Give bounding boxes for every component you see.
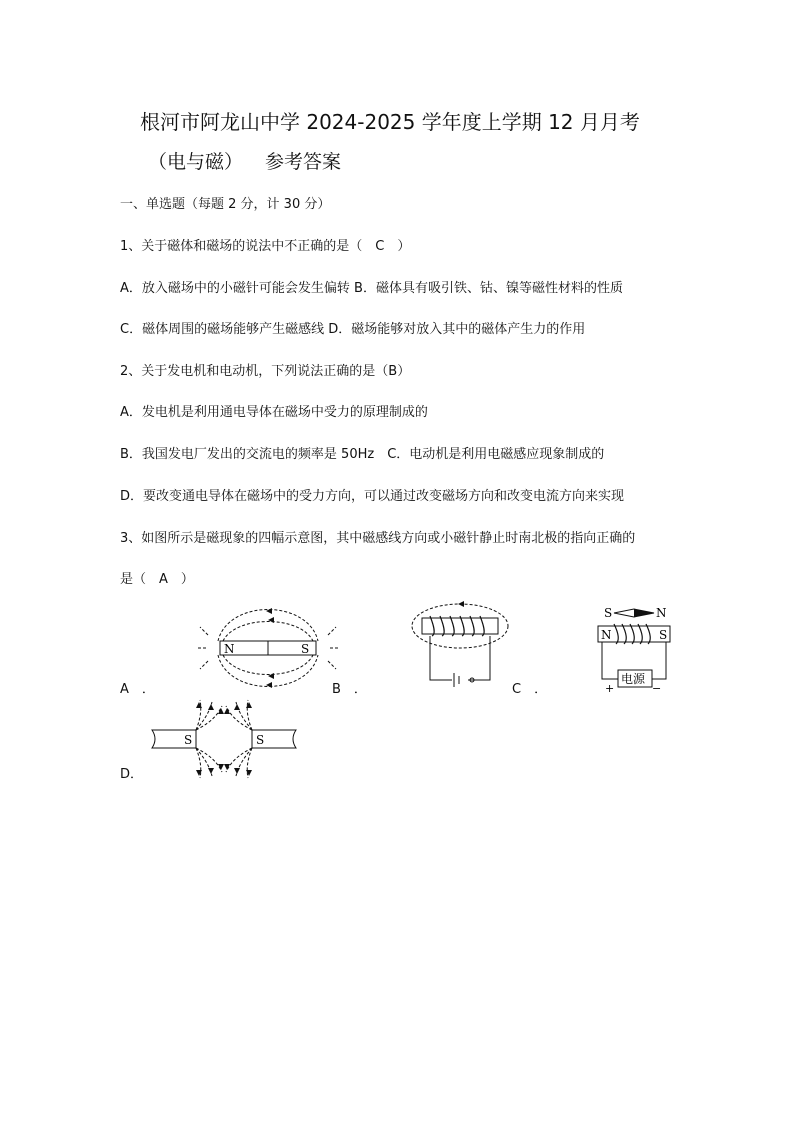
q1-options-cd: C．磁体周围的磁场能够产生磁感线 D．磁场能够对放入其中的磁体产生力的作用 — [120, 322, 586, 337]
q2-option-a: A．发电机是利用通电导体在磁场中受力的原理制成的 — [120, 405, 428, 420]
fig-c-needle-n: N — [656, 606, 667, 620]
q3-option-c-label: C ． — [512, 682, 548, 697]
figure-a-bar-magnet — [198, 605, 338, 691]
q1-stem: 1、关于磁体和磁场的说法中不正确的是（ C ） — [120, 239, 411, 254]
page-title: 根河市阿龙山中学 2024-2025 学年度上学期 12 月月考 — [140, 110, 640, 134]
q2-stem: 2、关于发电机和电动机，下列说法正确的是（B） — [120, 364, 411, 379]
section-heading: 一、单选题（每题 2 分，计 30 分） — [120, 197, 331, 212]
fig-c-power: 电源 — [621, 672, 646, 686]
figure-b-solenoid-circuit — [410, 600, 512, 692]
fig-a-pole-n: N — [224, 642, 235, 656]
subtitle-topic: （电与磁） — [148, 151, 244, 173]
fig-a-pole-s: S — [301, 642, 310, 656]
fig-d-right-pole: S — [256, 733, 265, 747]
q3-option-a-label: A ． — [120, 682, 155, 697]
fig-d-left-pole: S — [184, 733, 193, 747]
fig-c-coil-n: N — [601, 628, 612, 642]
subtitle-answers: 参考答案 — [265, 151, 342, 173]
q3-option-b-label: B ． — [332, 682, 367, 697]
figure-d-two-poles — [150, 698, 298, 780]
fig-c-coil-s: S — [659, 628, 668, 642]
q3-stem: 3、如图所示是磁现象的四幅示意图，其中磁感线方向或小磁针静止时南北极的指向正确的 — [120, 531, 636, 546]
page-subtitle — [148, 147, 341, 174]
fig-c-needle-s: S — [604, 606, 613, 620]
fig-c-minus: − — [652, 682, 662, 694]
q2-option-d: D．要改变通电导体在磁场中的受力方向，可以通过改变磁场方向和改变电流方向来实现 — [120, 489, 625, 504]
figure-c-electromagnet — [596, 604, 676, 694]
q3-stem-continued: 是（ A ） — [120, 572, 194, 587]
q2-options-bc: B．我国发电厂发出的交流电的频率是 50Hz C．电动机是利用电磁感应现象制成的 — [120, 447, 605, 462]
q1-options-ab: A．放入磁场中的小磁针可能会发生偏转 B．磁体具有吸引铁、钴、镍等磁性材料的性质 — [120, 281, 623, 296]
fig-c-plus: + — [605, 682, 615, 694]
q3-option-d-label: D． — [120, 767, 144, 782]
